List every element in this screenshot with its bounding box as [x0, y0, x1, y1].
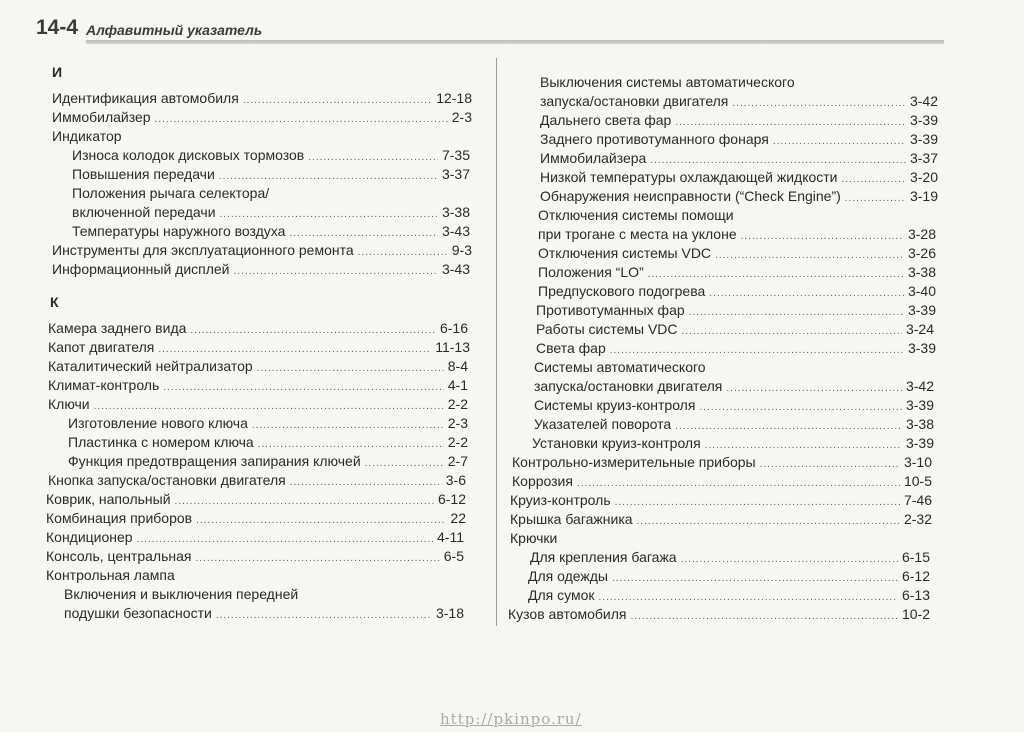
- index-subentry: Изготовление нового ключа ..... 2-3: [68, 413, 468, 433]
- index-subentry: Для одежды ..... 6-12: [528, 566, 930, 586]
- index-subentry: при трогане с места на уклоне ..... 3-28: [538, 224, 936, 244]
- index-entry: Кондиционер ..... 4-11: [46, 527, 464, 547]
- index-subentry: включенной передачи ..... 3-38: [72, 202, 470, 222]
- index-subentry: Системы автоматического: [534, 359, 706, 375]
- index-subentry: Света фар ..... 3-39: [536, 338, 936, 358]
- index-subentry: Низкой температуры охлаждающей жидкости ..... 3-20: [540, 167, 938, 187]
- index-subentry: Заднего противотуманного фонаря ..... 3-39: [540, 129, 938, 149]
- index-entry: Крышка багажника ..... 2-32: [510, 509, 932, 529]
- index-entry: Кузов автомобиля ..... 10-2: [508, 604, 930, 624]
- index-subentry: Выключения системы автоматического: [540, 74, 795, 90]
- index-subentry: Отключения системы VDC ..... 3-26: [538, 243, 936, 263]
- index-entry: Коррозия ..... 10-5: [512, 471, 932, 491]
- page-title: Алфавитный указатель: [86, 22, 263, 38]
- index-entry: Консоль, центральная ..... 6-5: [46, 546, 464, 566]
- index-subentry: запуска/остановки двигателя ..... 3-42: [534, 376, 934, 396]
- index-subentry: Иммобилайзера ..... 3-37: [540, 148, 938, 168]
- index-entry: Контрольно-измерительные приборы ..... 3-10: [512, 452, 932, 472]
- page-number: 14-4: [36, 16, 79, 39]
- column-divider: [496, 58, 497, 626]
- index-entry: Информационный дисплей ..... 3-43: [52, 259, 470, 279]
- index-entry: Климат-контроль ..... 4-1: [48, 375, 468, 395]
- index-entry: Каталитический нейтрализатор ..... 8-4: [48, 356, 468, 376]
- index-subentry: Противотуманных фар ..... 3-39: [536, 300, 936, 320]
- index-subentry: Дальнего света фар ..... 3-39: [540, 110, 938, 130]
- index-entry: Коврик, напольный ..... 6-12: [46, 489, 466, 509]
- index-subentry: Включения и выключения передней: [64, 586, 299, 602]
- index-subentry: Работы системы VDC ..... 3-24: [536, 319, 934, 339]
- index-subentry: Износа колодок дисковых тормозов ..... 7-35: [72, 145, 470, 165]
- index-entry: Кнопка запуска/остановки двигателя ..... 3-6: [48, 470, 466, 490]
- index-entry: Ключи ..... 2-2: [48, 394, 468, 414]
- index-entry: Идентификация автомобиля ..... 12-18: [52, 88, 472, 108]
- index-subentry: подушки безопасности ..... 3-18: [64, 603, 464, 623]
- index-subentry: Для сумок ..... 6-13: [528, 585, 930, 605]
- page-header: [36, 12, 944, 46]
- index-entry: Контрольная лампа: [46, 567, 175, 583]
- index-subentry: Функция предотвращения запирания ключей ..... 2-7: [68, 451, 468, 471]
- footer-url: http://pkinpo.ru/: [440, 710, 582, 728]
- index-entry: Индикатор: [52, 128, 122, 144]
- index-subentry: Предпускового подогрева ..... 3-40: [538, 281, 936, 301]
- index-subentry: Положения рычага селектора/: [72, 185, 270, 201]
- index-entry: Инструменты для эксплуатационного ремонта ..... 9-3: [52, 240, 472, 260]
- index-subentry: Для крепления багажа ..... 6-15: [530, 547, 930, 567]
- index-subentry: Системы круиз-контроля ..... 3-39: [534, 395, 934, 415]
- index-entry: Комбинация приборов ..... 22: [46, 508, 466, 528]
- section-letter-k: К: [50, 294, 59, 310]
- index-subentry: Пластинка с номером ключа ..... 2-2: [68, 432, 468, 452]
- index-subentry: Отключения системы помощи: [538, 207, 734, 223]
- index-subentry: Повышения передачи ..... 3-37: [72, 164, 470, 184]
- index-subentry: запуска/остановки двигателя ..... 3-42: [540, 91, 938, 111]
- index-subentry: Температуры наружного воздуха ..... 3-43: [72, 221, 470, 241]
- section-letter-i: И: [52, 64, 63, 80]
- index-subentry: Указателей поворота ..... 3-38: [534, 414, 934, 434]
- index-subentry: Обнаружения неисправности (“Check Engine”) ..... 3-19: [540, 186, 938, 206]
- header-rule: [86, 40, 944, 44]
- index-entry: Камера заднего вида ..... 6-16: [48, 318, 468, 338]
- index-entry: Круиз-контроль ..... 7-46: [510, 490, 932, 510]
- index-entry: Крючки: [510, 530, 558, 546]
- index-subentry: Положения “LO” ..... 3-38: [538, 262, 936, 282]
- index-subentry: Установки круиз-контроля ..... 3-39: [532, 433, 934, 453]
- index-entry: Иммобилайзер ..... 2-3: [52, 107, 472, 127]
- index-entry: Капот двигателя ..... 11-13: [48, 337, 470, 357]
